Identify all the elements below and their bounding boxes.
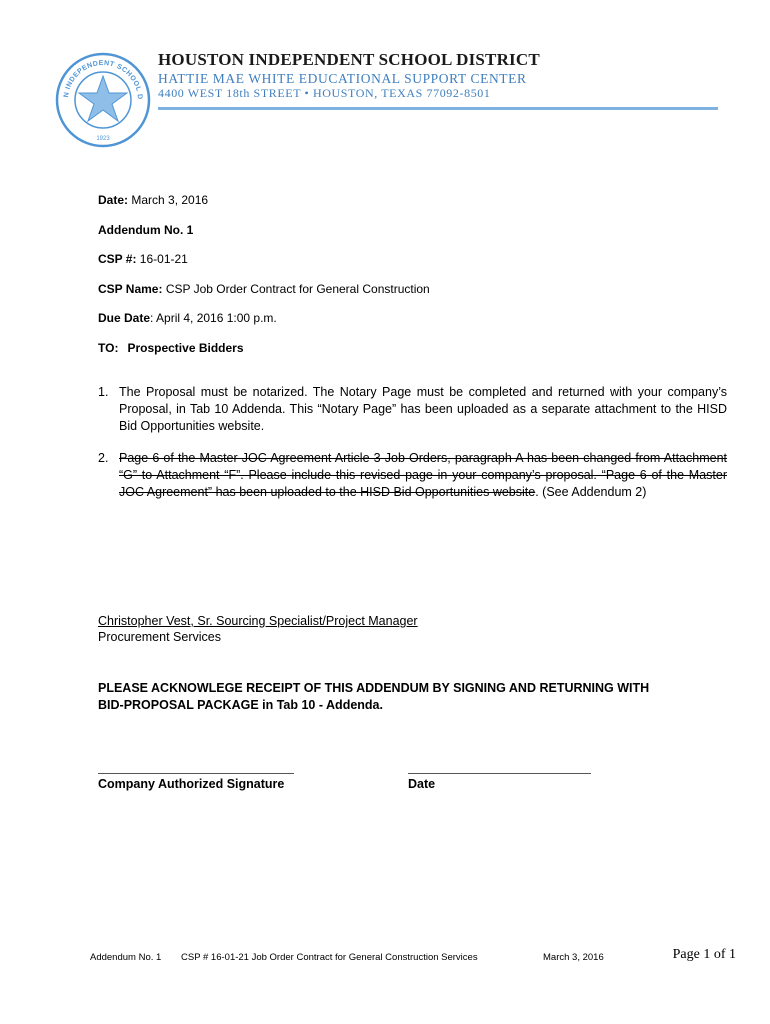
due-date-value: : April 4, 2016 1:00 p.m. (150, 311, 277, 325)
csp-name-value: CSP Job Order Contract for General Construction (162, 282, 430, 296)
item-struck-text: Page 6 of the Master JOC Agreement Article 3 Job Orders, paragraph A has been changed from Attachment “G” to Attachment “F”. Please include this revised page in your company’s proposal. “Page 6 of the Master JOC Agreement” has been uploaded to the HISD Bid Opportunities website (119, 451, 727, 499)
addendum-field (98, 223, 193, 237)
district-address: 4400 WEST 18th STREET • HOUSTON, TEXAS 77092-8501 (158, 86, 491, 100)
footer-csp: CSP # 16-01-21 Job Order Contract for General Construction Services (181, 952, 478, 963)
seal-text: N INDEPENDENT SCHOOL D (63, 59, 144, 100)
csp-name-field (98, 282, 430, 296)
addendum-number: Addendum No. 1 (98, 223, 194, 237)
district-name: HOUSTON INDEPENDENT SCHOOL DISTRICT (158, 50, 540, 69)
support-center-name: HATTIE MAE WHITE EDUCATIONAL SUPPORT CENTER (158, 71, 527, 86)
date-signature-line (408, 773, 591, 774)
to-value: Prospective Bidders (127, 341, 244, 355)
item-number: 2. (98, 451, 109, 465)
list-item (98, 450, 728, 502)
signer-name: Christopher Vest, Sr. Sourcing Specialist/Project Manager (98, 614, 418, 628)
due-date-field (98, 311, 277, 325)
date-field (98, 193, 208, 207)
footer-date: March 3, 2016 (543, 952, 604, 963)
csp-name-label: CSP Name: (98, 282, 163, 296)
csp-label: CSP #: (98, 252, 137, 266)
date-label: Date: (98, 193, 129, 207)
seal-year: 1923 (96, 136, 110, 142)
company-signature-line (98, 773, 294, 774)
to-label: TO: (98, 341, 119, 355)
acknowledgement-notice: PLEASE ACKNOWLEGE RECEIPT OF THIS ADDENDUM BY SIGNING AND RETURNING WITH BID-PROPOSAL PACKAGE in Tab 10 - Addenda. (98, 681, 650, 712)
page-number: Page 1 of 1 (672, 947, 736, 962)
csp-value: 16-01-21 (136, 252, 188, 266)
item-text (119, 450, 727, 501)
item-text: The Proposal must be notarized. The Notary Page must be completed and returned with your company’s Proposal, in Tab 10 Addenda. This “Notary Page” has been uploaded as a separate attachment to the HISD Bid Opportunities website. (119, 385, 727, 433)
company-signature-label: Company Authorized Signature (98, 777, 285, 791)
district-seal (55, 52, 151, 148)
csp-number-field (98, 252, 188, 266)
due-date-label: Due Date (98, 311, 151, 325)
date-value: March 3, 2016 (128, 193, 209, 207)
footer-addendum: Addendum No. 1 (90, 952, 162, 963)
list-item (98, 384, 728, 433)
item-tail-text: . (See Addendum 2) (535, 485, 647, 499)
item-number: 1. (98, 385, 109, 399)
header-rule (158, 107, 718, 110)
signer-department: Procurement Services (98, 630, 221, 644)
to-field (98, 341, 244, 355)
date-signature-label: Date (408, 777, 436, 791)
